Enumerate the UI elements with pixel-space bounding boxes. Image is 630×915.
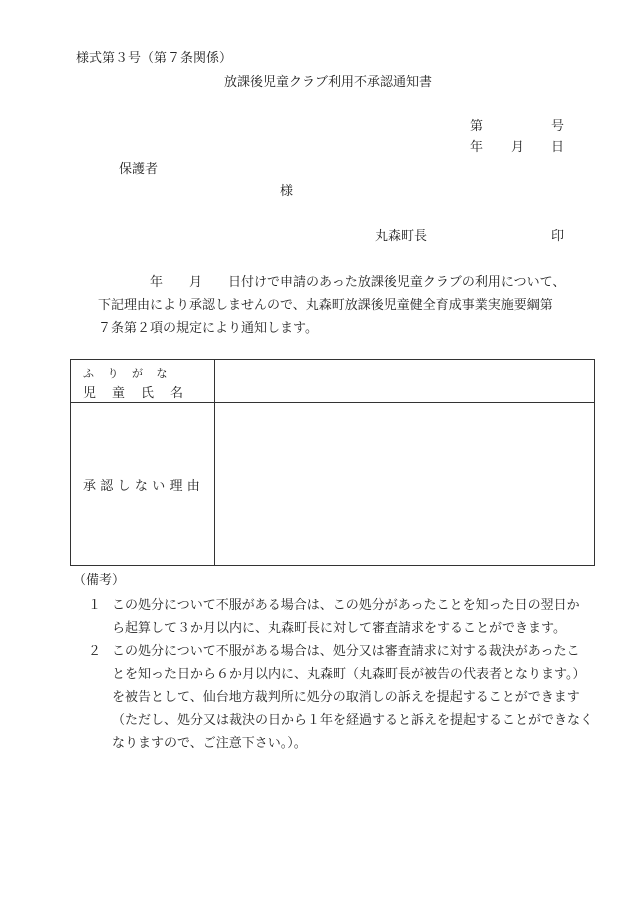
furigana-label: ふりがな	[83, 367, 181, 380]
issue-date-month: 月	[511, 140, 525, 155]
remark-number: ２	[88, 644, 102, 659]
remark-text	[112, 640, 608, 755]
remark-text	[112, 594, 608, 640]
issue-number-prefix: 第	[470, 119, 484, 134]
issuer-name: 丸森町長	[375, 229, 428, 244]
issue-number-suffix: 号	[551, 119, 565, 134]
body-text-line-3: ７条第２項の規定により通知します。	[98, 321, 318, 336]
remark-line: この処分について不服がある場合は、処分又は審査請求に対する裁決があったこ	[112, 644, 580, 659]
seal-mark: 印	[551, 229, 565, 244]
document-title: 放課後児童クラブ利用不承認通知書	[224, 75, 433, 90]
remark-line: を被告として、仙台地方裁判所に処分の取消しの訴えを提起することができます	[112, 690, 580, 705]
remark-line: この処分について不服がある場合は、この処分があったことを知った日の翌日か	[112, 598, 580, 613]
reason-label: 承認しない理由	[83, 479, 205, 494]
issue-date-day: 日	[551, 140, 565, 155]
reason-field[interactable]	[215, 403, 594, 565]
body-text-line-2: 下記理由により承認しませんので、丸森町放課後児童健全育成事業実施要綱第	[98, 298, 553, 313]
recipient-honorific: 様	[280, 184, 294, 199]
remark-line: （ただし、処分又は裁決の日から１年を経過すると訴えを提起することができなく	[112, 713, 594, 728]
remark-line: なりますので、ご注意下さい。）。	[112, 736, 307, 751]
child-detail-table	[70, 359, 595, 566]
remark-line: ら起算して３か月以内に、丸森町長に対して審査請求をすることができます。	[112, 621, 566, 636]
issue-date-year: 年	[470, 140, 484, 155]
recipient-label: 保護者	[119, 162, 159, 177]
child-name-label: 児童氏名	[83, 386, 200, 401]
remarks-heading: （備考）	[73, 573, 126, 588]
form-number: 様式第３号（第７条関係）	[76, 51, 233, 66]
body-text-line-1: 年 月 日付けで申請のあった放課後児童クラブの利用について、	[150, 275, 566, 290]
remark-line: とを知った日から６か月以内に、丸森町（丸森町長が被告の代表者となります。）	[112, 667, 586, 682]
remark-number: １	[88, 598, 102, 613]
child-name-field[interactable]	[215, 360, 594, 402]
